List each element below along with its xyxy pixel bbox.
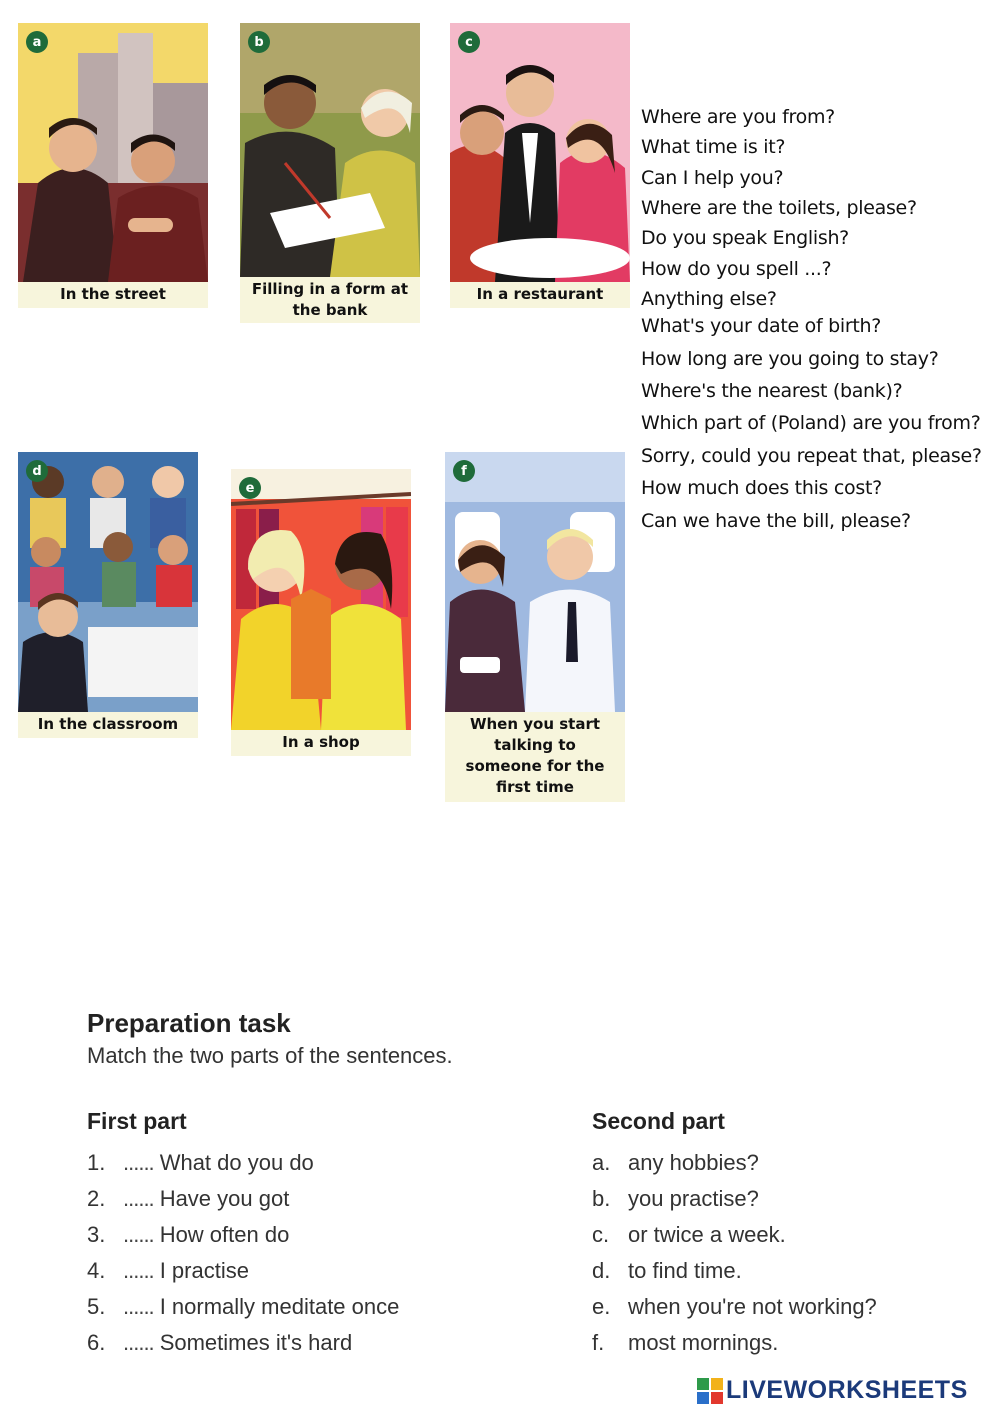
item-number: 1.	[87, 1150, 106, 1175]
picture-card-c	[450, 23, 630, 308]
question-item: How long are you going to stay?	[641, 348, 939, 370]
answer-blank[interactable]: ......	[123, 1186, 154, 1211]
second-part-item	[592, 1330, 778, 1356]
item-letter: b.	[592, 1186, 611, 1211]
second-part-item	[592, 1186, 759, 1212]
question-item: Which part of (Poland) are you from?	[641, 412, 981, 434]
picture-badge-c: c	[458, 31, 480, 53]
question-item: Where are you from?	[641, 106, 835, 128]
answer-blank[interactable]: ......	[123, 1222, 154, 1247]
item-text: I normally meditate once	[159, 1294, 400, 1319]
second-part-item	[592, 1150, 759, 1176]
bank-illustration	[240, 23, 420, 277]
shop-illustration	[231, 469, 411, 730]
item-number: 3.	[87, 1222, 106, 1247]
answer-blank[interactable]: ......	[123, 1294, 154, 1319]
answer-blank[interactable]: ......	[123, 1258, 154, 1283]
first-part-item	[87, 1222, 289, 1248]
item-letter: c.	[592, 1222, 610, 1247]
picture-caption-f: When you start talking to someone for the first time	[445, 712, 625, 802]
preparation-instruction: Match the two parts of the sentences.	[87, 1043, 453, 1068]
liveworksheets-logo	[696, 1376, 968, 1405]
first-part-item	[87, 1150, 314, 1176]
item-text: you practise?	[628, 1186, 759, 1211]
question-item: Can I help you?	[641, 167, 784, 189]
first-part-item	[87, 1294, 399, 1320]
question-item: Where's the nearest (bank)?	[641, 380, 903, 402]
item-letter: a.	[592, 1150, 611, 1175]
answer-blank[interactable]: ......	[123, 1150, 154, 1175]
picture-caption-d: In the classroom	[18, 712, 198, 738]
question-item: Do you speak English?	[641, 227, 849, 249]
question-item: How do you spell ...?	[641, 258, 832, 280]
picture-badge-f: f	[453, 460, 475, 482]
picture-badge-b: b	[248, 31, 270, 53]
picture-card-f	[445, 452, 625, 802]
item-text: How often do	[159, 1222, 290, 1247]
meeting-illustration	[445, 452, 625, 712]
preparation-title: Preparation task	[87, 1008, 291, 1038]
question-item: What's your date of birth?	[641, 315, 882, 337]
first-part-item	[87, 1330, 352, 1356]
item-text: Sometimes it's hard	[159, 1330, 353, 1355]
picture-caption-e: In a shop	[231, 730, 411, 756]
picture-caption-c: In a restaurant	[450, 282, 630, 308]
item-letter: f.	[592, 1330, 605, 1355]
second-part-item	[592, 1258, 742, 1284]
item-text: any hobbies?	[628, 1150, 759, 1175]
picture-caption-a: In the street	[18, 282, 208, 308]
question-item: Sorry, could you repeat that, please?	[641, 445, 982, 467]
item-text: when you're not working?	[628, 1294, 877, 1319]
question-item: Where are the toilets, please?	[641, 197, 917, 219]
picture-badge-e: e	[239, 477, 261, 499]
item-number: 6.	[87, 1330, 106, 1355]
picture-badge-a: a	[26, 31, 48, 53]
question-item: What time is it?	[641, 136, 786, 158]
picture-card-b	[240, 23, 420, 323]
second-part-item	[592, 1294, 877, 1320]
picture-caption-b: Filling in a form at the bank	[240, 277, 420, 323]
first-part-item	[87, 1258, 249, 1284]
restaurant-illustration	[450, 23, 630, 282]
item-number: 5.	[87, 1294, 106, 1319]
street-illustration	[18, 23, 208, 282]
item-text: most mornings.	[628, 1330, 779, 1355]
item-text: What do you do	[159, 1150, 314, 1175]
answer-blank[interactable]: ......	[123, 1330, 154, 1355]
picture-card-a	[18, 23, 208, 308]
picture-badge-d: d	[26, 460, 48, 482]
question-item: Anything else?	[641, 288, 777, 310]
item-text: to find time.	[628, 1258, 742, 1283]
first-part-item	[87, 1186, 289, 1212]
item-letter: d.	[592, 1258, 611, 1283]
question-item: How much does this cost?	[641, 477, 882, 499]
item-text: I practise	[159, 1258, 249, 1283]
picture-card-d	[18, 452, 198, 738]
classroom-illustration	[18, 452, 198, 712]
item-letter: e.	[592, 1294, 611, 1319]
second-part-item	[592, 1222, 786, 1248]
question-item: Can we have the bill, please?	[641, 510, 911, 532]
item-number: 2.	[87, 1186, 106, 1211]
liveworksheets-logo-icon	[696, 1377, 724, 1405]
second-part-heading: Second part	[592, 1108, 725, 1134]
item-text: Have you got	[159, 1186, 290, 1211]
item-text: or twice a week.	[628, 1222, 786, 1247]
item-number: 4.	[87, 1258, 106, 1283]
picture-card-e	[231, 469, 411, 756]
first-part-heading: First part	[87, 1108, 187, 1134]
logo-text: LIVEWORKSHEETS	[726, 1376, 968, 1404]
